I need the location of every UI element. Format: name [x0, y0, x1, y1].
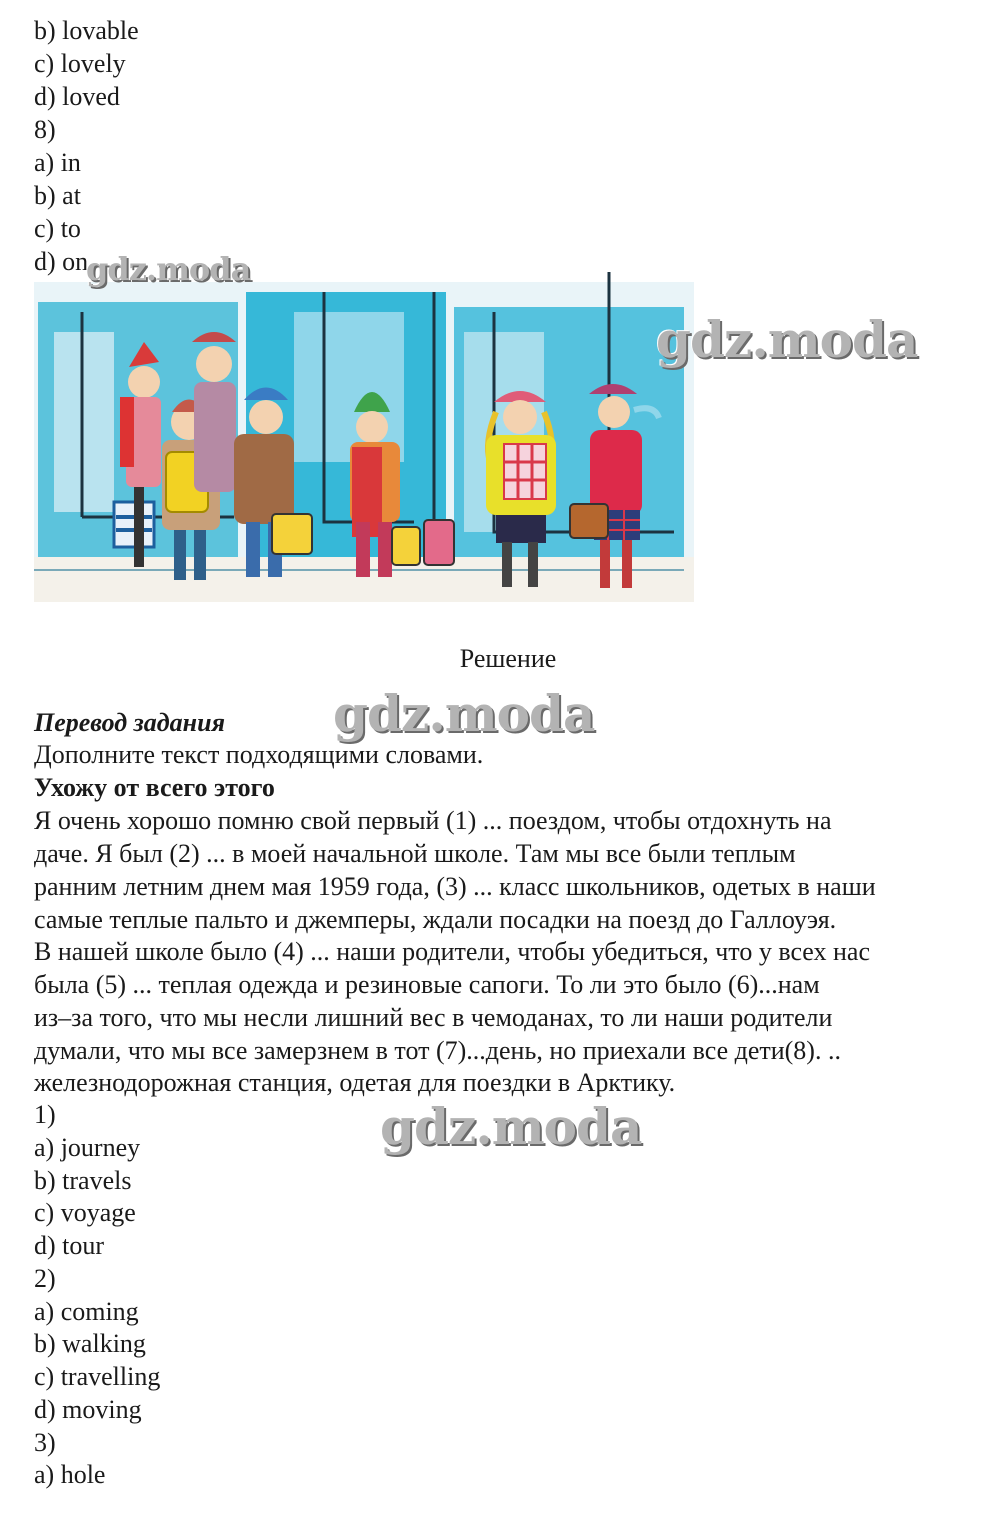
paragraph-line: из–за того, что мы несли лишний вес в чемоданах, то ли наши родители [34, 1003, 833, 1032]
translation-label: Перевод задания [34, 708, 225, 737]
paragraph-line: Я очень хорошо помню свой первый (1) ... поездом, чтобы отдохнуть на [34, 806, 832, 835]
watermark-4: gdz.moda [380, 1097, 642, 1156]
adult-purple-coat [192, 332, 236, 492]
option-7b: b) lovable [34, 16, 139, 45]
option-2d: d) moving [34, 1395, 142, 1424]
option-7d: d) loved [34, 82, 120, 111]
question-2-number: 2) [34, 1264, 56, 1293]
option-3a: a) hole [34, 1460, 106, 1489]
option-8c: c) to [34, 214, 81, 243]
option-2a: a) coming [34, 1297, 139, 1326]
children-at-train-illustration [34, 272, 694, 617]
option-1d: d) tour [34, 1231, 105, 1260]
task-instruction: Дополните текст подходящими словами. [34, 740, 484, 769]
watermark-2: gdz.moda [656, 310, 918, 369]
option-2b: b) walking [34, 1329, 146, 1358]
question-3-number: 3) [34, 1428, 56, 1457]
paragraph-line: была (5) ... теплая одежда и резиновые сапоги. То ли это было (6)...нам [34, 970, 820, 999]
option-7c: c) lovely [34, 49, 126, 78]
paragraph-line: думали, что мы все замерзнем в тот (7)...день, но приехали все дети(8). .. [34, 1036, 841, 1065]
option-2c: c) travelling [34, 1362, 161, 1391]
question-1-number: 1) [34, 1100, 56, 1129]
solution-heading: Решение [459, 644, 557, 673]
option-8d: d) on [34, 247, 89, 276]
option-1c: c) voyage [34, 1198, 136, 1227]
paragraph-line: В нашей школе было (4) ... наши родители, чтобы убедиться, что у всех нас [34, 937, 870, 966]
watermark-1: gdz.moda [86, 250, 251, 288]
option-8a: a) in [34, 148, 81, 177]
paragraph-line: железнодорожная станция, одетая для поездки в Арктику. [34, 1068, 676, 1097]
question-8-number: 8) [34, 115, 56, 144]
option-1b: b) travels [34, 1166, 132, 1195]
option-1a: a) journey [34, 1133, 141, 1162]
paragraph-line: ранним летним днем мая 1959 года, (3) ... класс школьников, одетых в наши [34, 872, 876, 901]
text-title: Ухожу от всего этого [34, 773, 275, 802]
option-8b: b) at [34, 181, 81, 210]
paragraph-line: даче. Я был (2) ... в моей начальной школе. Там мы все были теплым [34, 839, 796, 868]
paragraph-line: самые теплые пальто и джемперы, ждали посадки на поезд до Галлоуэя. [34, 905, 837, 934]
watermark-3: gdz.moda [333, 684, 595, 743]
